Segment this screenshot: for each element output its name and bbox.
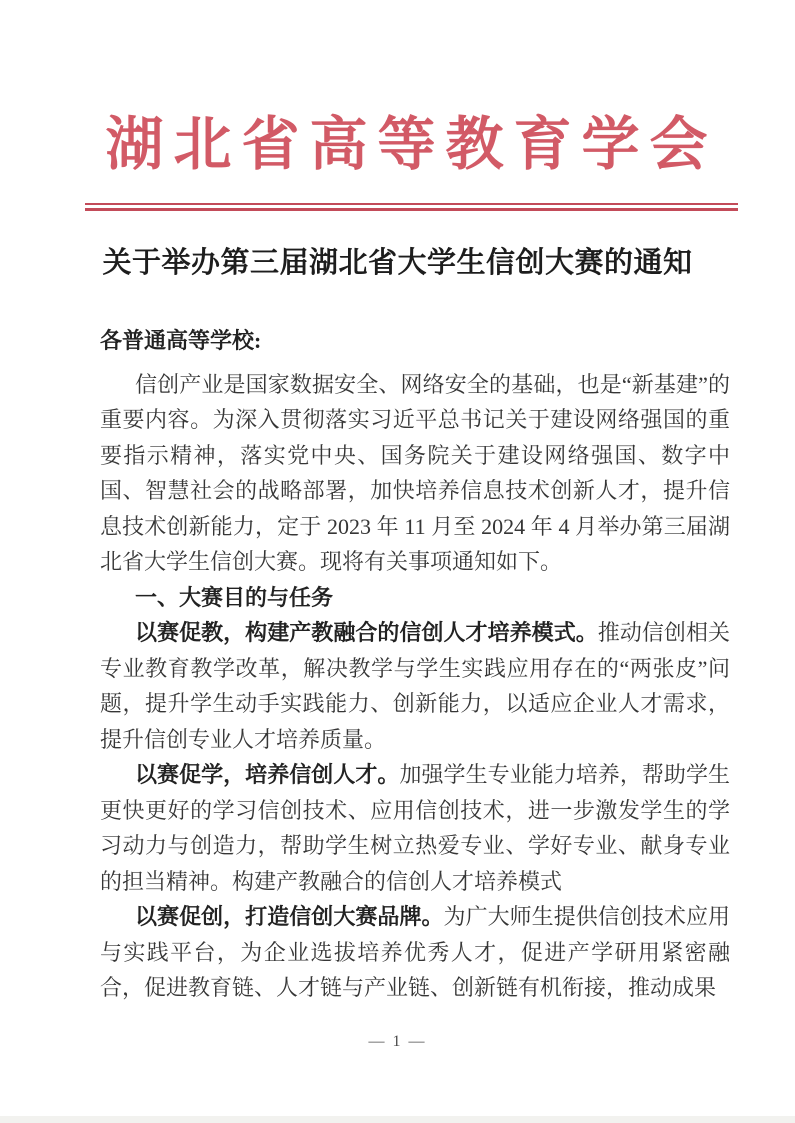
letterhead-double-rule <box>85 203 738 211</box>
body-text: 信创产业是国家数据安全、网络安全的基础，也是“新基建”的重要内容。为深入贯彻落实习近平总书记关于建设网络强国的重要指示精神，落实党中央、国务院关于建设网络强国、数字中国、智慧社会的战略部署，加快培养信息技术创新人才，提升信息技术创新能力，定于 2023 年 11 月至 2024 年 4 月举办第三届湖北省大学生信创大赛。现将有关事项通知如下。 <box>100 371 731 574</box>
letterhead <box>85 112 738 178</box>
rule-line-top <box>85 203 738 205</box>
page-number: — 1 — <box>368 1033 427 1050</box>
body-text: 加强学生专业能力培养，帮助学生更快更好的学习信创技术、应用信创技术，进一步激发学生的学习动力与创造力，帮助学生树立热爱专业、学好专业、献身专业的担当精神。构建产教融合的信创人才培养模式 <box>100 762 730 894</box>
bold-lead-text: 以赛促创，打造信创大赛品牌。 <box>135 904 444 929</box>
document-body <box>100 323 730 1006</box>
body-text: 推动信创相关专业教育教学改革，解决教学与学生实践应用存在的“两张皮”问题，提升学生动手实践能力、创新能力，以适应企业人才需求，提升信创专业人才培养质量。 <box>100 620 730 752</box>
paragraph <box>100 899 730 1006</box>
body-text: 为广大师生提供信创技术应用与实践平台，为企业选拔培养优秀人才，促进产学研用紧密融合，促进教育链、人才链与产业链、创新链有机衔接，推动成果 <box>100 904 730 1000</box>
section-heading <box>100 580 730 616</box>
paragraph <box>100 615 730 757</box>
paragraph <box>100 757 730 899</box>
bold-lead-text: 以赛促教，构建产教融合的信创人才培养模式。 <box>135 620 598 645</box>
body-paragraphs <box>100 367 730 1006</box>
paragraph <box>100 367 730 580</box>
scan-edge-shadow <box>0 1116 795 1123</box>
organization-name: 湖北省高等教育学会 <box>105 112 718 177</box>
document-title: 关于举办第三届湖北省大学生信创大赛的通知 <box>102 247 693 279</box>
salutation: 各普通高等学校: <box>100 328 262 353</box>
bold-lead-text: 一、大赛目的与任务 <box>135 584 334 610</box>
rule-line-bottom <box>85 208 738 211</box>
bold-lead-text: 以赛促学，培养信创人才。 <box>135 762 400 787</box>
